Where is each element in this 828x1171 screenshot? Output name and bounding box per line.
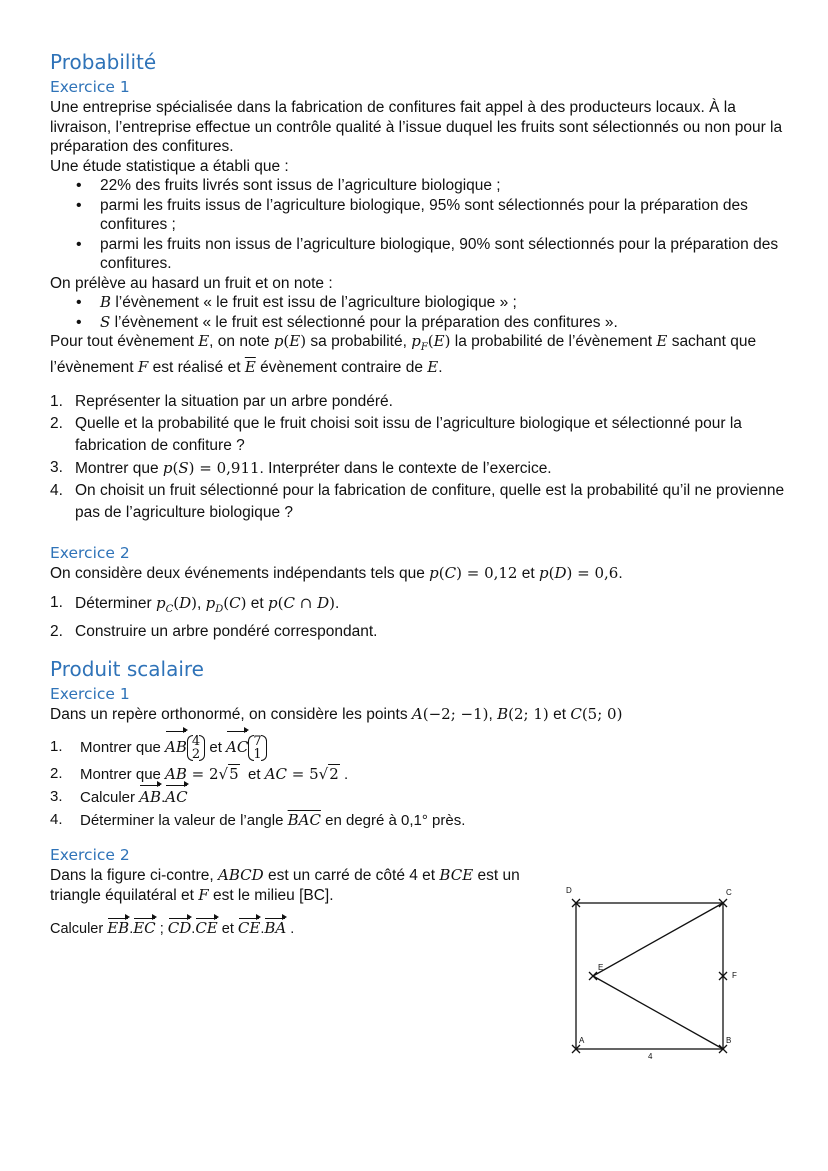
- label-d: D: [566, 886, 572, 895]
- geometry-figure: [556, 880, 756, 1065]
- exercise-title: Exercice 1: [50, 684, 130, 703]
- label-f: F: [732, 971, 737, 980]
- document-page: [50, 50, 785, 940]
- label-a: A: [579, 1036, 585, 1045]
- list-item: 1. Représenter la situation par un arbre pondéré.: [50, 393, 393, 410]
- paragraph: Pour tout évènement E, on note p(E) sa probabilité, $p_F(E)$ la probabilité de l’évènement E sachant que l’évènement F est réalisé et $\overline{E}$ évènement contraire de E.: [50, 332, 757, 376]
- exercise-title: Exercice 2: [50, 544, 130, 562]
- square-abcd: [576, 903, 723, 1049]
- section-title-produit-scalaire: Produit scalaire: [50, 656, 204, 681]
- list-item: 4. Déterminer la valeur de l’angle $\overline{BAC}$ en degré à 0,1° près.: [50, 811, 466, 829]
- point-e-marker: [589, 972, 597, 980]
- paragraph: On considère deux événements indépendants tels que p(C) = 0,12 et p(D) = 0,6.: [50, 564, 623, 582]
- question-list: [50, 592, 785, 643]
- label-e: E: [598, 963, 604, 972]
- list-item: 4. On choisit un fruit sélectionné pour la fabrication de confiture, quelle est la probabilité qu’il ne provienne pas de l’agriculture biologique ?: [50, 482, 785, 521]
- paragraph: Une étude statistique a établi que :: [50, 157, 289, 175]
- segment-be: [593, 976, 723, 1049]
- list-item: 2. Montrer que AB = 2√5 et AC = 5√2 .: [50, 765, 349, 783]
- question-list: [50, 391, 785, 524]
- section-title-probabilite: Probabilité: [50, 50, 157, 74]
- question-list: [50, 732, 785, 832]
- segment-ce: [593, 903, 723, 976]
- bullet-list: [50, 176, 785, 274]
- list-item: 2. Construire un arbre pondéré correspondant.: [50, 622, 378, 640]
- list-item: • S l’évènement « le fruit est sélectionné pour la préparation des confitures ».: [50, 313, 785, 333]
- exercise-title: Exercice 2: [50, 846, 130, 864]
- square-triangle-diagram: [556, 880, 756, 1065]
- list-item: 1. Déterminer $p_C(D)$, $p_D(C)$ et p(C ∩ D).: [50, 593, 340, 615]
- list-item: 1. Montrer que AB 4 2 et AC 7 1: [50, 732, 785, 763]
- list-item: • parmi les fruits issus de l’agriculture biologique, 95% sont sélectionnés pour la préparation des confitures ;: [50, 196, 785, 235]
- paragraph: Calculer EB.EC ; CD.CE et CE.BA .: [50, 919, 295, 937]
- event-list: [50, 293, 785, 332]
- list-item: 3. Calculer AB.AC: [50, 788, 188, 806]
- paragraph: Dans la figure ci-contre, ABCD est un carré de côté 4 et BCE est un triangle équilatéral et F est le milieu [BC].: [50, 866, 520, 904]
- label-b: B: [726, 1036, 732, 1045]
- label-c: C: [726, 888, 732, 897]
- list-item: • parmi les fruits non issus de l’agriculture biologique, 90% sont sélectionnés pour la préparation des confitures.: [50, 235, 785, 274]
- paragraph: Une entreprise spécialisée dans la fabrication de confitures fait appel à des producteurs locaux. À la livraison, l’entreprise effectue un contrôle qualité à l’issue duquel les fruits sont sélectionnés ou non pour la préparation des confitures.: [50, 99, 783, 155]
- list-item: • B l’évènement « le fruit est issu de l’agriculture biologique » ;: [50, 293, 785, 313]
- list-item: 2. Quelle et la probabilité que le fruit choisi soit issu de l’agriculture biologique et sélectionné pour la fabrication de confiture ?: [50, 415, 742, 454]
- list-item: • 22% des fruits livrés sont issus de l’agriculture biologique ;: [50, 176, 785, 196]
- paragraph: On prélève au hasard un fruit et on note :: [50, 274, 333, 292]
- list-item: 3. Montrer que p(S) = 0,911. Interpréter dans le contexte de l’exercice.: [50, 459, 552, 477]
- exercise-title: Exercice 1: [50, 78, 130, 96]
- paragraph: Dans un repère orthonormé, on considère les points A(−2; −1), B(2; 1) et C(5; 0): [50, 704, 623, 723]
- label-side-length: 4: [648, 1052, 653, 1061]
